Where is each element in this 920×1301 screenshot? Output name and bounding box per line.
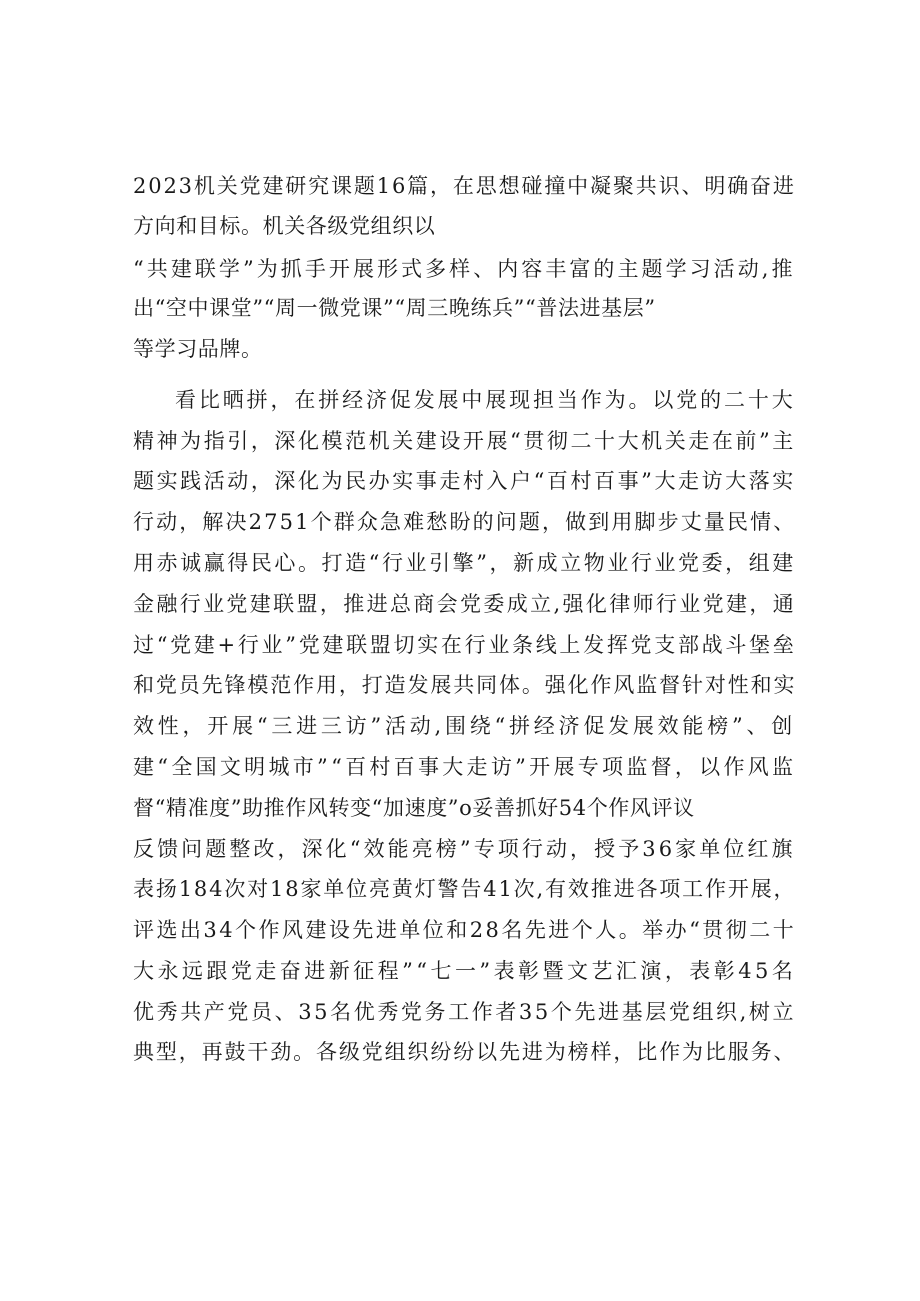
text-line: 精神为指引，深化模范机关建设开展“贯彻二十大机关走在前”主 — [133, 429, 796, 453]
text-line: 表扬184次对18家单位亮黄灯警告41次,有效推进各项工作开展， — [133, 877, 797, 901]
paragraph-first-line: 看比晒拼，在拼经济促发展中展现担当作为。以党的二十大 — [175, 388, 796, 412]
text-line: 建“全国文明城市”“百村百事大走访”开展专项监督，以作风监 — [133, 755, 797, 779]
text-line: 用赤诚赢得民心。打造“行业引擎”，新成立物业行业党委，组建 — [133, 551, 796, 575]
text-line: 出“空中课堂”“周一微党课”“周三晚练兵”“普法进基层” — [133, 296, 656, 320]
text-line: 2023机关党建研究课题16篇，在思想碰撞中凝聚共识、明确奋进 — [133, 174, 796, 198]
text-line: 优秀共产党员、35名优秀党务工作者35个先进基层党组织,树立 — [133, 1000, 797, 1024]
text-line: 效性，开展“三进三访”活动,围绕“拼经济促发展效能榜”、创 — [133, 714, 797, 738]
text-line: 金融行业党建联盟，推进总商会党委成立,强化律师行业党建，通 — [133, 592, 797, 616]
text-line: 行动，解决2751个群众急难愁盼的问题，做到用脚步丈量民情、 — [133, 510, 797, 534]
text-line: 方向和目标。机关各级党组织以 — [133, 214, 436, 238]
text-line: 评选出34个作风建设先进单位和28名先进个人。举办“贯彻二十 — [133, 918, 797, 942]
text-line: 题实践活动，深化为民办实事走村入户“百村百事”大走访大落实 — [133, 469, 796, 493]
text-line: “共建联学”为抓手开展形式多样、内容丰富的主题学习活动,推 — [133, 257, 796, 281]
text-line: 过“党建+行业”党建联盟切实在行业条线上发挥党支部战斗堡垒 — [133, 633, 797, 657]
text-line: 等学习品牌。 — [133, 337, 263, 361]
text-line: 反馈问题整改，深化“效能亮榜”专项行动，授予36家单位红旗 — [133, 837, 796, 861]
text-line: 和党员先锋模范作用，打造发展共同体。强化作风监督针对性和实 — [133, 673, 797, 697]
text-line: 督“精准度”助推作风转变“加速度”o妥善抓好54个作风评议 — [133, 796, 695, 820]
text-line: 典型，再鼓干劲。各级党组织纷纷以先进为榜样，比作为比服务、 — [133, 1040, 797, 1064]
text-line: 大永远跟党走奋进新征程”“七一”表彰暨文艺汇演，表彰45名 — [133, 959, 797, 983]
